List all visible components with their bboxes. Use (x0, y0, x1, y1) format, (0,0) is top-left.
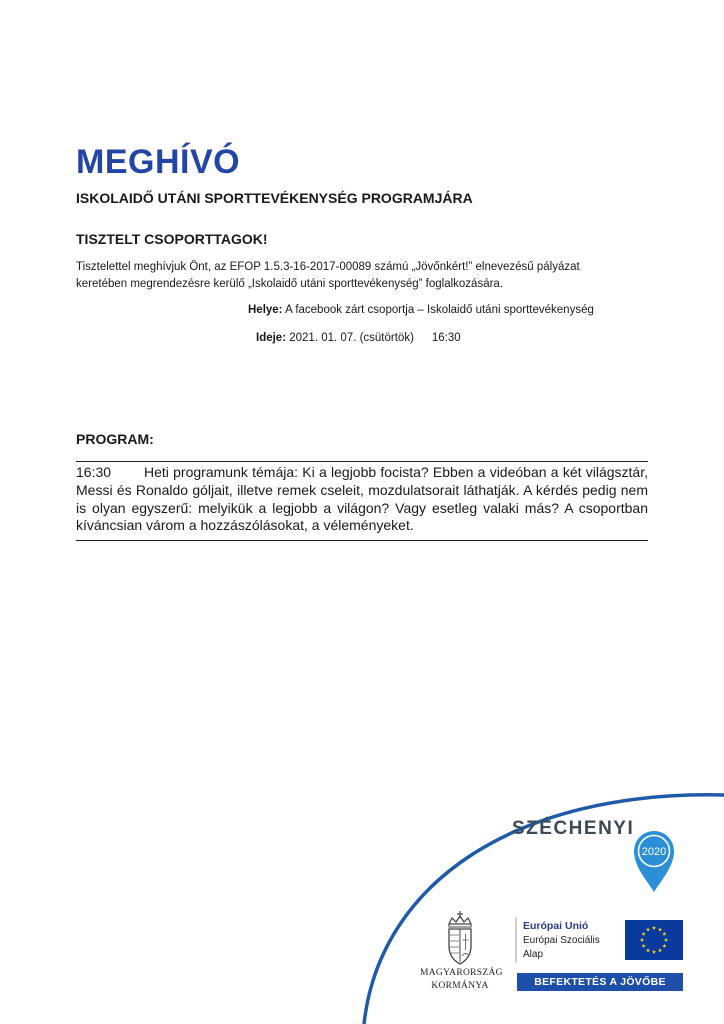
map-pin-icon (633, 830, 675, 894)
hungarian-coat-of-arms-icon (446, 910, 474, 966)
government-name-line-1: MAGYARORSZÁG (420, 968, 503, 978)
greeting: TISZTELT CSOPORTTAGOK! (76, 231, 268, 247)
page-subtitle: ISKOLAIDŐ UTÁNI SPORTTEVÉKENYSÉG PROGRAMJÁRA (76, 190, 473, 206)
eu-flag-icon (625, 920, 683, 960)
government-name-line-2: KORMÁNYA (431, 981, 489, 991)
time-label: Ideje: (256, 332, 287, 344)
date-value: 2021. 01. 07. (csütörtök) (286, 332, 414, 344)
eu-fund-label-1: Európai Szociális (523, 935, 600, 946)
eu-divider (515, 917, 517, 963)
program-item-time: 16:30 (76, 464, 112, 480)
program-item-text: Heti programunk témája: Ki a legjobb focista? Ebben a videóban a két világsztár, Messi és Ronaldo góljait, illetve remek cseleit, mozdulatsorait láthatják. A kérdés pedig nem is olyan egyszerű: melyikük a legjobb a világon? Vagy esetleg valaki más? A csoportban kíváncsian várom a hozzászólásokat, a véleményeket. (76, 464, 648, 534)
eu-fund-label-2: Alap (523, 949, 544, 960)
szechenyi-logo-text: SZÉCHENYI (512, 818, 635, 839)
place-value: A facebook zárt csoportja – Iskolaidő utáni sporttevékenység (282, 304, 594, 316)
program-heading: PROGRAM: (76, 431, 154, 447)
szechenyi-year: 2020 (641, 846, 667, 858)
time-value: 16:30 (431, 332, 461, 344)
place-label: Helye: (248, 304, 283, 316)
intro-line-1: Tisztelettel meghívjuk Önt, az EFOP 1.5.3-16-2017-00089 számú „Jövőnkért!” elnevezésű pályázat (76, 261, 580, 273)
eu-union-label: Európai Unió (523, 920, 589, 932)
intro-line-2: keretében megrendezésre kerülő „Iskolaidő utáni sporttevékenység” foglalkozására. (76, 278, 504, 290)
invest-banner: BEFEKTETÉS A JÖVŐBE (517, 973, 683, 991)
page-title: MEGHÍVÓ (76, 143, 241, 181)
